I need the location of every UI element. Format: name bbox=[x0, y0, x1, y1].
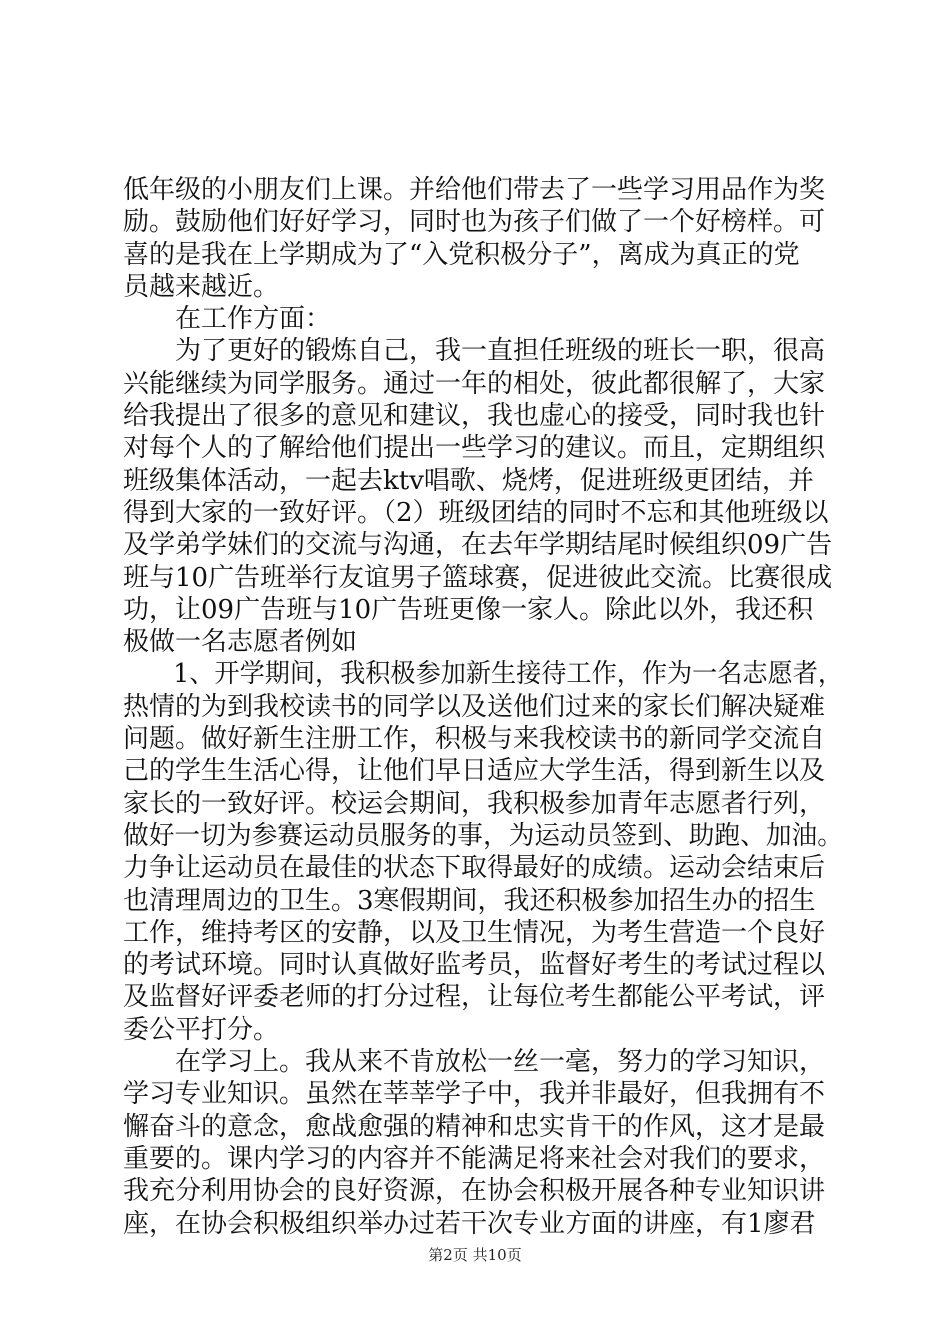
text-line: 为了更好的锻炼自己，我一直担任班级的班长一职，很高 bbox=[123, 336, 826, 367]
text-line: 家长的一致好评。校运会期间，我积极参加青年志愿者行列， bbox=[123, 788, 826, 819]
text-line: 力争让运动员在最佳的状态下取得最好的成绩。运动会结束后 bbox=[123, 853, 826, 884]
text-line: 兴能继续为同学服务。通过一年的相处，彼此都很解了，大家 bbox=[123, 368, 826, 399]
text-line: 在学习上。我从来不肯放松一丝一毫，努力的学习知识， bbox=[123, 1047, 826, 1078]
document-body bbox=[123, 174, 843, 1240]
text-line: 得到大家的一致好评。（2）班级团结的同时不忘和其他班级以 bbox=[123, 497, 829, 528]
text-line: 班与10广告班举行友谊男子篮球赛，促进彼此交流。比赛很成 bbox=[123, 562, 833, 593]
text-line: 对每个人的了解给他们提出一些学习的建议。而且，定期组织 bbox=[123, 433, 826, 464]
text-line: 重要的。课内学习的内容并不能满足将来社会对我们的要求， bbox=[123, 1143, 826, 1174]
text-line: 及监督好评委老师的打分过程，让每位考生都能公平考试，评 bbox=[123, 982, 826, 1013]
text-line: 在工作方面： bbox=[123, 304, 332, 335]
text-line: 也清理周边的卫生。3寒假期间，我还积极参加招生办的招生 bbox=[123, 885, 816, 916]
text-line: 低年级的小朋友们上课。并给他们带去了一些学习用品作为奖 bbox=[123, 175, 826, 205]
page-footer: 第2页 共10页 bbox=[428, 1246, 522, 1264]
text-line: 功，让09广告班与10广告班更像一家人。除此以外，我还积 bbox=[123, 594, 814, 625]
text-line: 己的学生生活心得，让他们早日适应大学生活，得到新生以及 bbox=[123, 756, 826, 787]
text-line: 极做一名志愿者例如 bbox=[123, 627, 358, 658]
text-line: 励。鼓励他们好好学习，同时也为孩子们做了一个好榜样。可 bbox=[123, 207, 826, 238]
text-line: 班级集体活动，一起去ktv唱歌、烧烤，促进班级更团结，并 bbox=[123, 465, 814, 496]
text-line: 做好一切为参赛运动员服务的事，为运动员签到、助跑、加油。 bbox=[123, 820, 843, 851]
text-line: 及学弟学妹们的交流与沟通，在去年学期结尾时候组织09广告 bbox=[123, 530, 833, 561]
text-line: 座，在协会积极组织举办过若干次专业方面的讲座，有1廖君 bbox=[123, 1208, 816, 1239]
text-line: 问题。做好新生注册工作，积极与来我校读书的新同学交流自 bbox=[123, 724, 826, 755]
text-line: 的考试环境。同时认真做好监考员，监督好考生的考试过程以 bbox=[123, 950, 826, 981]
text-line: 工作，维持考区的安静，以及卫生情况，为考生营造一个良好 bbox=[123, 917, 826, 948]
text-line: 员越来越近。 bbox=[123, 271, 280, 302]
text-line: 我充分利用协会的良好资源，在协会积极开展各种专业知识讲 bbox=[123, 1176, 826, 1207]
text-line: 学习专业知识。虽然在莘莘学子中，我并非最好，但我拥有不 bbox=[123, 1079, 826, 1110]
text-line: 给我提出了很多的意见和建议，我也虚心的接受，同时我也针 bbox=[123, 401, 826, 432]
text-line: 喜的是我在上学期成为了“入党积极分子”，离成为真正的党 bbox=[123, 239, 800, 270]
text-line: 1、开学期间，我积极参加新生接待工作，作为一名志愿者， bbox=[123, 659, 843, 690]
text-line: 委公平打分。 bbox=[123, 1014, 280, 1045]
text-line: 热情的为到我校读书的同学以及送他们过来的家长们解决疑难 bbox=[123, 691, 826, 722]
text-line: 懈奋斗的意念，愈战愈强的精神和忠实肯干的作风，这才是最 bbox=[123, 1111, 826, 1142]
